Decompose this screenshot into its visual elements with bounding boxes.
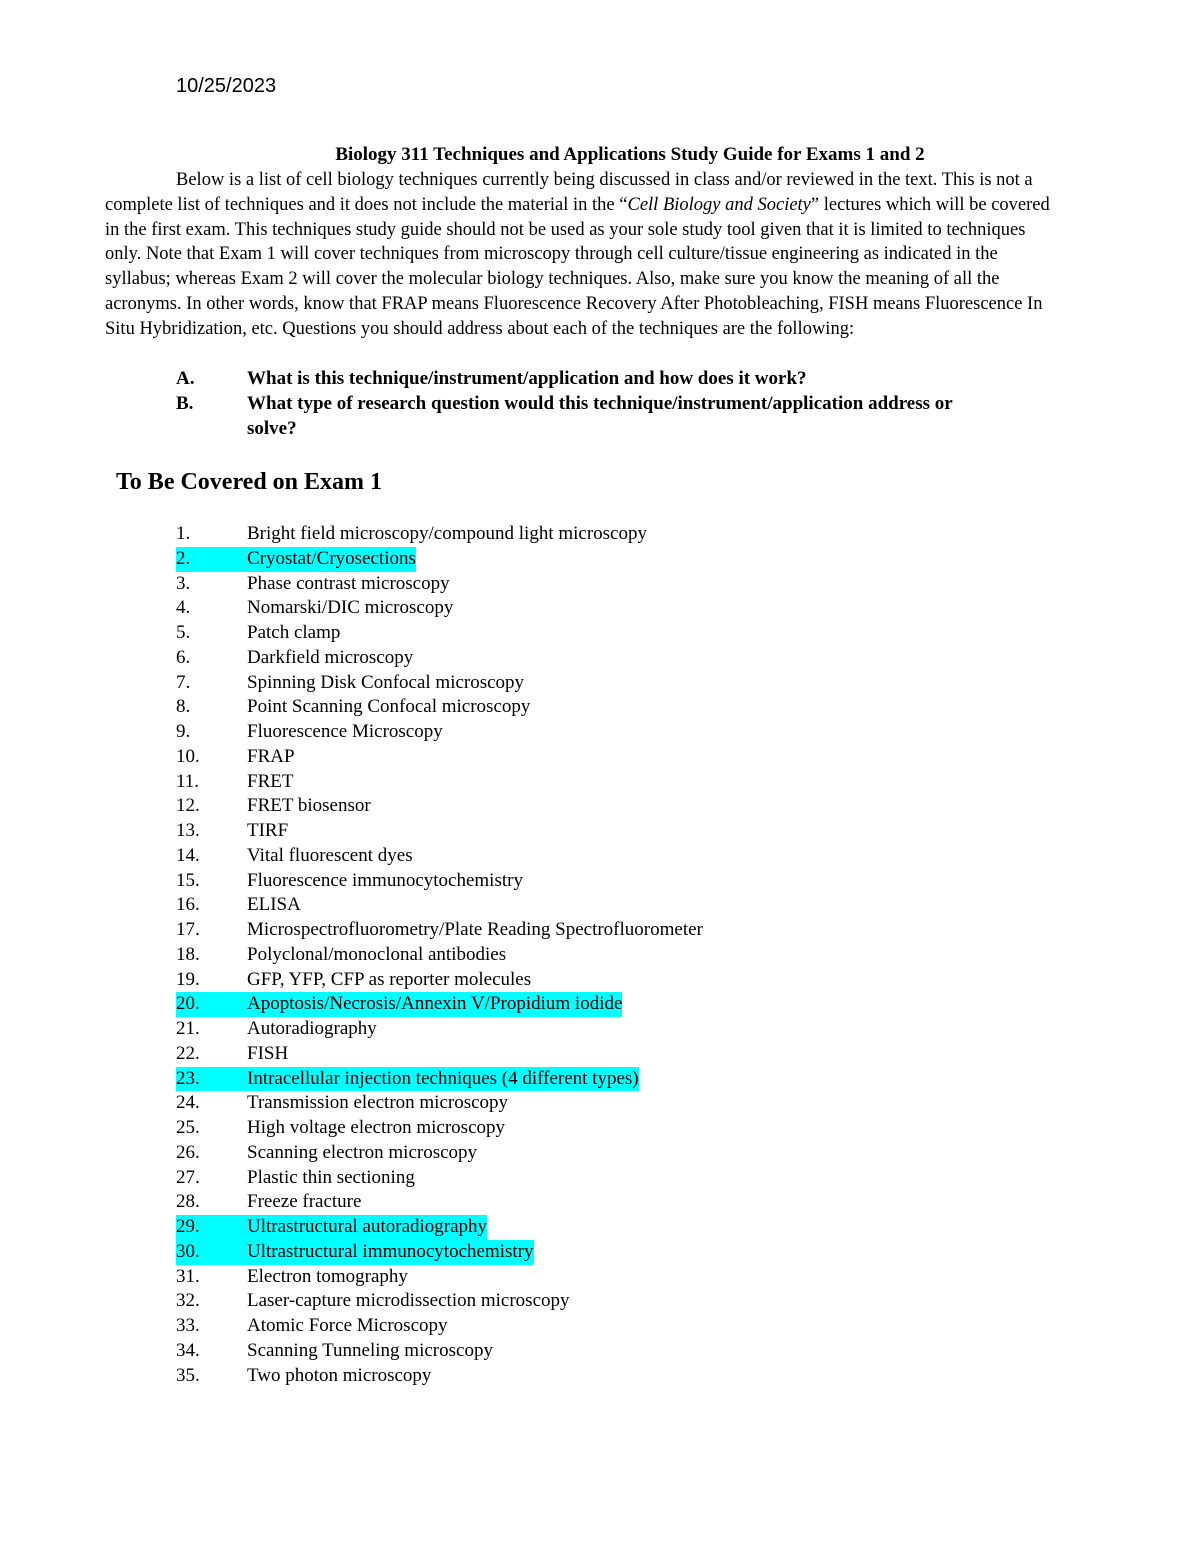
technique-name: Ultrastructural immunocytochemistry: [247, 1240, 534, 1262]
intro-paragraph: [105, 168, 1065, 342]
technique-number: 32.: [176, 1290, 200, 1312]
technique-name: Electron tomography: [247, 1265, 408, 1287]
technique-entry: [176, 720, 443, 745]
technique-name: Fluorescence Microscopy: [247, 721, 443, 742]
technique-number: 1.: [176, 523, 191, 544]
technique-number: 31.: [176, 1265, 200, 1287]
technique-name: Apoptosis/Necrosis/Annexin V/Propidium iodide: [247, 993, 623, 1015]
technique-item: [176, 621, 703, 646]
technique-item: [176, 596, 703, 621]
technique-item: [176, 992, 703, 1017]
technique-name: Darkfield microscopy: [247, 646, 414, 668]
technique-name: GFP, YFP, CFP as reporter molecules: [247, 968, 532, 990]
technique-item: [176, 1091, 703, 1116]
technique-item: [176, 720, 703, 745]
technique-name: Transmission electron microscopy: [247, 1092, 509, 1114]
technique-item: [176, 522, 703, 547]
technique-entry: [176, 621, 340, 646]
technique-number: 12.: [176, 795, 200, 817]
technique-number: 2.: [176, 547, 191, 569]
technique-entry: [176, 1240, 534, 1265]
technique-item: [176, 1067, 703, 1092]
technique-entry: [176, 596, 453, 621]
technique-name: Autoradiography: [247, 1018, 377, 1039]
technique-item: [176, 869, 703, 894]
technique-entry: [176, 1091, 508, 1116]
question-letter: A.: [176, 368, 195, 389]
technique-item: [176, 819, 703, 844]
technique-number: 22.: [176, 1042, 200, 1064]
technique-number: 10.: [176, 745, 200, 767]
technique-item: [176, 1042, 703, 1067]
document-date: 10/25/2023: [176, 75, 277, 97]
technique-item: [176, 1141, 703, 1166]
technique-entry: [176, 695, 530, 720]
technique-entry: [176, 547, 416, 572]
technique-name: ELISA: [247, 894, 301, 916]
technique-name: Phase contrast microscopy: [247, 572, 450, 594]
technique-number: 21.: [176, 1018, 200, 1039]
technique-name: Atomic Force Microscopy: [247, 1315, 448, 1336]
technique-number: 6.: [176, 646, 191, 668]
technique-item: [176, 1190, 703, 1215]
technique-name: Laser-capture microdissection microscopy: [247, 1290, 570, 1312]
technique-item: [176, 844, 703, 869]
technique-entry: [176, 844, 413, 869]
technique-item: [176, 1017, 703, 1042]
technique-entry: [176, 1339, 493, 1364]
technique-entry: [176, 794, 371, 819]
technique-number: 30.: [176, 1240, 200, 1262]
technique-entry: [176, 646, 413, 671]
technique-item: [176, 1215, 703, 1240]
technique-number: 28.: [176, 1191, 200, 1213]
technique-name: Microspectrofluorometry/Plate Reading Spectrofluorometer: [247, 919, 703, 940]
technique-name: High voltage electron microscopy: [247, 1117, 506, 1138]
technique-name: Bright field microscopy/compound light microscopy: [247, 523, 647, 544]
technique-name: Polyclonal/monoclonal antibodies: [247, 943, 507, 965]
technique-number: 33.: [176, 1315, 200, 1336]
technique-name: Spinning Disk Confocal microscopy: [247, 671, 525, 693]
technique-name: Vital fluorescent dyes: [247, 844, 413, 866]
technique-entry: [176, 869, 523, 894]
technique-name: Intracellular injection techniques (4 different types): [247, 1067, 639, 1089]
technique-number: 4.: [176, 597, 191, 619]
intro-text-part1: Below is a list of cell biology techniques currently being discussed in class and/or reviewed in the text. This is not a complete list of techniques and it does not include the material in the “: [105, 170, 1033, 215]
technique-entry: [176, 1265, 408, 1290]
technique-entry: [176, 968, 531, 993]
technique-item: [176, 968, 703, 993]
technique-number: 20.: [176, 993, 200, 1015]
technique-number: 11.: [176, 770, 200, 792]
technique-list: [176, 522, 703, 1388]
question-list: [176, 366, 976, 441]
technique-item: [176, 1314, 703, 1339]
technique-number: 14.: [176, 844, 200, 866]
technique-name: Scanning Tunneling microscopy: [247, 1339, 493, 1361]
technique-number: 15.: [176, 869, 200, 891]
technique-name: Patch clamp: [247, 622, 341, 643]
technique-number: 27.: [176, 1166, 200, 1188]
technique-name: Ultrastructural autoradiography: [247, 1216, 488, 1237]
technique-entry: [176, 1289, 570, 1314]
technique-item: [176, 547, 703, 572]
technique-name: Scanning electron microscopy: [247, 1141, 478, 1163]
technique-number: 7.: [176, 671, 191, 693]
technique-entry: [176, 1067, 639, 1092]
technique-number: 23.: [176, 1067, 200, 1089]
technique-number: 35.: [176, 1364, 200, 1386]
technique-entry: [176, 992, 622, 1017]
technique-entry: [176, 1116, 505, 1141]
technique-number: 3.: [176, 572, 191, 594]
technique-number: 13.: [176, 820, 200, 841]
technique-item: [176, 1364, 703, 1389]
technique-entry: [176, 522, 647, 547]
technique-item: [176, 745, 703, 770]
document-title: Biology 311 Techniques and Applications Study Guide for Exams 1 and 2: [335, 144, 925, 165]
technique-number: 18.: [176, 943, 200, 965]
technique-name: Two photon microscopy: [247, 1364, 432, 1386]
question-text: What type of research question would this technique/instrument/application address or solve?: [247, 393, 953, 439]
question-item: [176, 366, 976, 391]
technique-number: 5.: [176, 622, 191, 643]
technique-entry: [176, 943, 506, 968]
technique-entry: [176, 819, 288, 844]
technique-item: [176, 1166, 703, 1191]
technique-name: Nomarski/DIC microscopy: [247, 597, 454, 619]
question-letter: B.: [176, 393, 194, 414]
technique-item: [176, 1240, 703, 1265]
technique-item: [176, 646, 703, 671]
technique-name: FISH: [247, 1042, 289, 1064]
technique-number: 17.: [176, 919, 200, 940]
technique-entry: [176, 1314, 448, 1339]
technique-entry: [176, 1042, 288, 1067]
technique-name: TIRF: [247, 820, 289, 841]
technique-entry: [176, 1141, 477, 1166]
technique-number: 8.: [176, 696, 191, 718]
technique-entry: [176, 572, 450, 597]
technique-name: Fluorescence immunocytochemistry: [247, 869, 523, 891]
technique-number: 9.: [176, 721, 191, 742]
technique-item: [176, 943, 703, 968]
technique-number: 16.: [176, 894, 200, 916]
technique-name: Cryostat/Cryosections: [247, 547, 416, 569]
technique-item: [176, 794, 703, 819]
technique-number: 26.: [176, 1141, 200, 1163]
intro-text-part2: ” lectures which will be covered in the first exam. This techniques study guide should not be used as your sole study tool given that it is limited to techniques only. Note that Exam 1 will cover techniques from microscopy through cell culture/tissue engineering as indicated in the syllabus; whereas Exam 2 will cover the molecular biology techniques. Also, make sure you know the meaning of all the acronyms. In other words, know that FRAP means Fluorescence Recovery After Photobleaching, FISH means Fluorescence In Situ Hybridization, etc. Questions you should address about each of the techniques are the following:: [105, 194, 1050, 339]
technique-item: [176, 770, 703, 795]
technique-entry: [176, 1215, 487, 1240]
technique-number: 24.: [176, 1092, 200, 1114]
technique-item: [176, 671, 703, 696]
technique-entry: [176, 745, 295, 770]
technique-name: Plastic thin sectioning: [247, 1166, 415, 1188]
technique-name: FRAP: [247, 745, 295, 767]
technique-item: [176, 1339, 703, 1364]
section-heading: To Be Covered on Exam 1: [116, 469, 383, 495]
technique-item: [176, 695, 703, 720]
technique-item: [176, 1265, 703, 1290]
technique-item: [176, 893, 703, 918]
technique-number: 19.: [176, 968, 200, 990]
technique-number: 29.: [176, 1216, 200, 1237]
book-title: Cell Biology and Society: [627, 194, 811, 215]
technique-entry: [176, 1166, 415, 1191]
question-text: What is this technique/instrument/application and how does it work?: [247, 368, 807, 389]
technique-entry: [176, 1190, 361, 1215]
technique-item: [176, 572, 703, 597]
technique-item: [176, 1289, 703, 1314]
technique-item: [176, 1116, 703, 1141]
technique-item: [176, 918, 703, 943]
technique-entry: [176, 1017, 377, 1042]
technique-name: FRET biosensor: [247, 795, 371, 817]
technique-entry: [176, 671, 524, 696]
technique-number: 34.: [176, 1339, 200, 1361]
technique-entry: [176, 893, 301, 918]
technique-name: Freeze fracture: [247, 1191, 362, 1213]
technique-number: 25.: [176, 1117, 200, 1138]
technique-name: Point Scanning Confocal microscopy: [247, 696, 531, 718]
question-item: [176, 391, 976, 441]
technique-entry: [176, 770, 293, 795]
technique-name: FRET: [247, 770, 294, 792]
technique-entry: [176, 1364, 431, 1389]
technique-entry: [176, 918, 703, 943]
